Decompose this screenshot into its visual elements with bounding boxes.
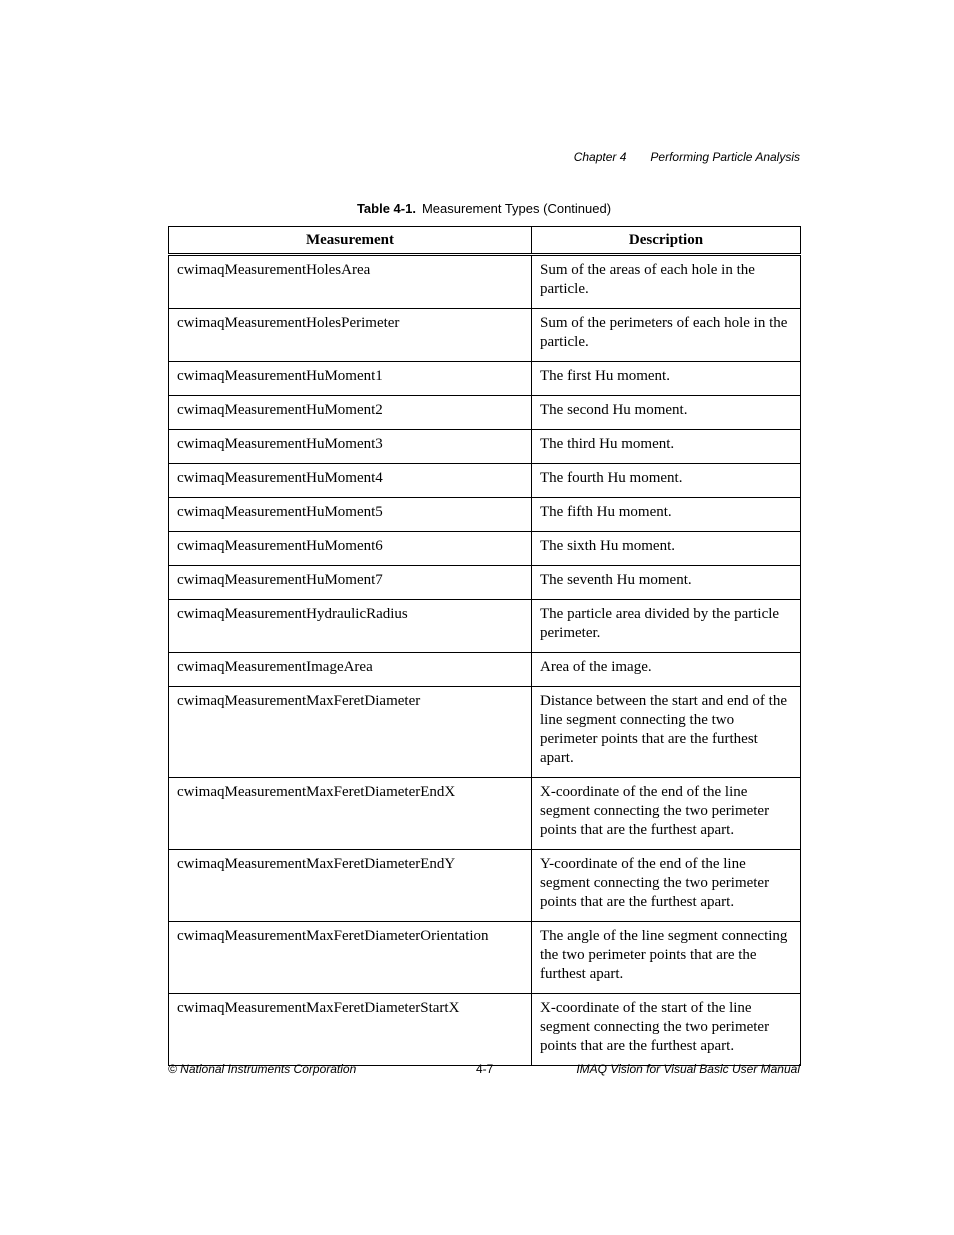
description-cell: Sum of the perimeters of each hole in the particle. [532,309,801,362]
measurement-cell: cwimaqMeasurementHuMoment2 [169,396,532,430]
measurement-cell: cwimaqMeasurementHuMoment4 [169,464,532,498]
measurement-types-table [168,226,801,1066]
description-cell: The third Hu moment. [532,430,801,464]
table-row [169,362,801,396]
measurement-cell: cwimaqMeasurementHydraulicRadius [169,600,532,653]
table-row [169,430,801,464]
measurement-cell: cwimaqMeasurementHuMoment7 [169,566,532,600]
measurement-cell: cwimaqMeasurementMaxFeretDiameter [169,687,532,778]
measurement-cell: cwimaqMeasurementMaxFeretDiameterEndY [169,850,532,922]
table-header-row [169,227,801,255]
measurement-cell: cwimaqMeasurementImageArea [169,653,532,687]
description-cell: The sixth Hu moment. [532,532,801,566]
chapter-label: Chapter 4 [573,150,627,164]
running-header [574,150,800,164]
table-row [169,464,801,498]
footer-manual-title: IMAQ Vision for Visual Basic User Manual [576,1062,800,1076]
table-caption [168,201,800,216]
table-row [169,687,801,778]
table-row [169,255,801,309]
table-row [169,532,801,566]
description-cell: Area of the image. [532,653,801,687]
measurement-cell: cwimaqMeasurementMaxFeretDiameterOrientation [169,922,532,994]
description-cell: Distance between the start and end of the line segment connecting the two perimeter points that are the furthest apart. [532,687,801,778]
column-header-description: Description [532,227,801,255]
description-cell: The seventh Hu moment. [532,566,801,600]
table-row [169,922,801,994]
table-row [169,566,801,600]
description-cell: Sum of the areas of each hole in the particle. [532,255,801,309]
measurement-cell: cwimaqMeasurementHuMoment6 [169,532,532,566]
description-cell: The particle area divided by the particle perimeter. [532,600,801,653]
table-row [169,994,801,1066]
measurement-cell: cwimaqMeasurementHuMoment1 [169,362,532,396]
column-header-measurement: Measurement [169,227,532,255]
page-footer [168,1062,800,1078]
measurement-cell: cwimaqMeasurementHolesPerimeter [169,309,532,362]
description-cell: The first Hu moment. [532,362,801,396]
description-cell: Y-coordinate of the end of the line segment connecting the two perimeter points that are the furthest apart. [532,850,801,922]
measurement-cell: cwimaqMeasurementHuMoment5 [169,498,532,532]
table-row [169,778,801,850]
table-row [169,653,801,687]
measurement-cell: cwimaqMeasurementMaxFeretDiameterEndX [169,778,532,850]
table-row [169,850,801,922]
footer-page-number: 4-7 [476,1062,494,1076]
description-cell: The angle of the line segment connecting the two perimeter points that are the furthest apart. [532,922,801,994]
table-row [169,498,801,532]
table-row [169,309,801,362]
measurement-cell: cwimaqMeasurementHolesArea [169,255,532,309]
measurement-cell: cwimaqMeasurementMaxFeretDiameterStartX [169,994,532,1066]
table-caption-title: Measurement Types (Continued) [421,201,612,216]
table-caption-number: Table 4-1. [356,201,416,216]
table-row [169,396,801,430]
chapter-title: Performing Particle Analysis [650,150,800,164]
description-cell: X-coordinate of the start of the line segment connecting the two perimeter points that are the furthest apart. [532,994,801,1066]
description-cell: The second Hu moment. [532,396,801,430]
measurement-cell: cwimaqMeasurementHuMoment3 [169,430,532,464]
description-cell: X-coordinate of the end of the line segment connecting the two perimeter points that are the furthest apart. [532,778,801,850]
table-row [169,600,801,653]
description-cell: The fifth Hu moment. [532,498,801,532]
footer-copyright: © National Instruments Corporation [168,1062,357,1076]
description-cell: The fourth Hu moment. [532,464,801,498]
